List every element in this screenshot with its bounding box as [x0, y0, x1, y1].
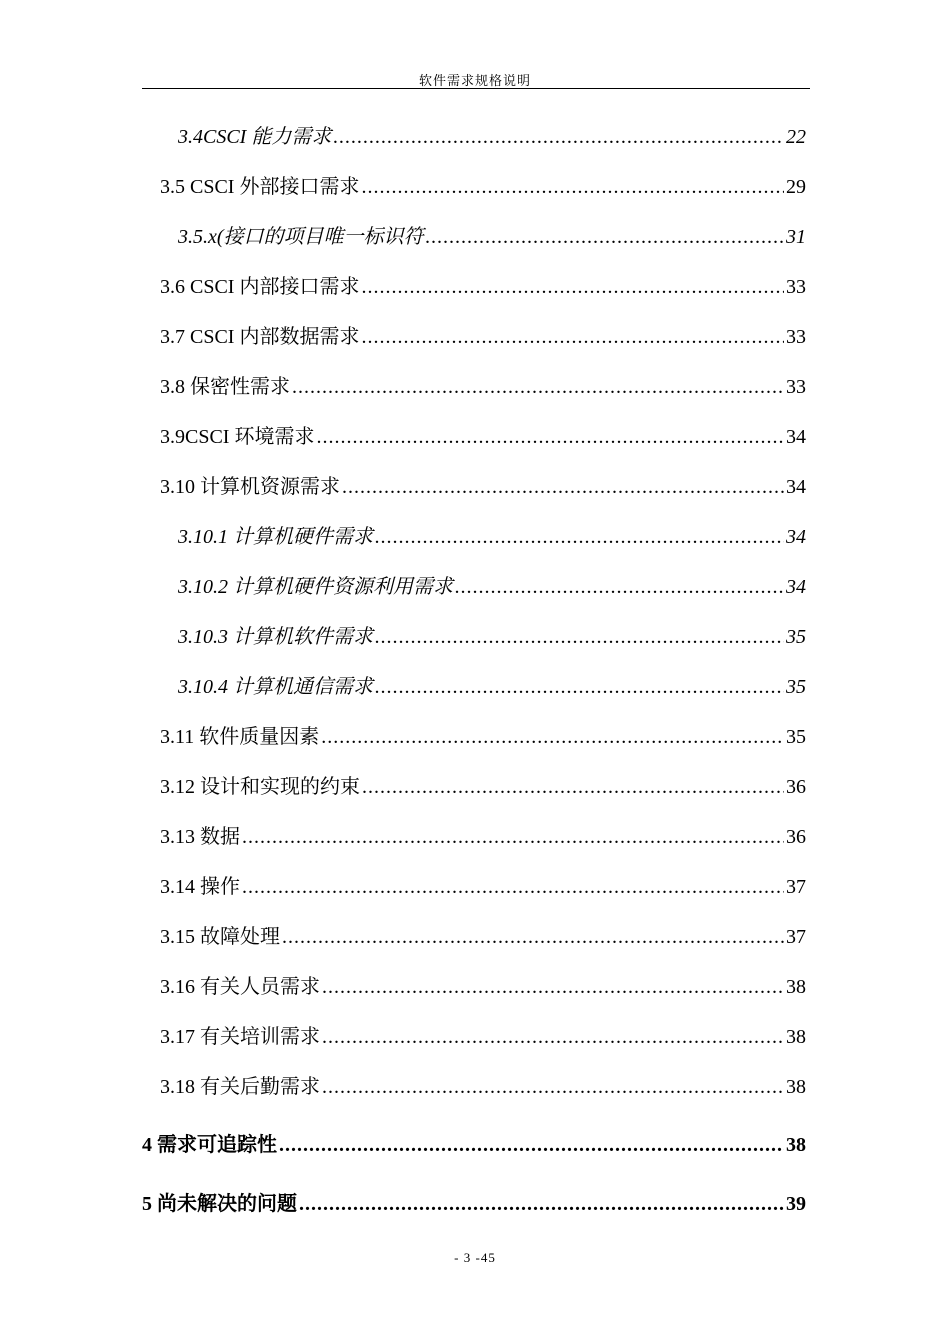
toc-leader: [279, 1134, 784, 1157]
toc-entry[interactable]: [142, 1128, 806, 1158]
toc-leader: [242, 826, 784, 849]
toc-entry-label: 3.14 操作: [160, 876, 240, 898]
toc-entry-label: 3.15 故障处理: [160, 926, 280, 948]
toc-entry-label: 3.10 计算机资源需求: [160, 476, 340, 498]
toc-entry[interactable]: [178, 120, 806, 150]
toc-entry-label: 3.10.4 计算机通信需求: [178, 676, 373, 698]
toc-leader: [362, 776, 784, 799]
toc-entry[interactable]: [160, 720, 806, 750]
toc-entry-page: 29: [786, 176, 806, 198]
toc-entry-label: 3.17 有关培训需求: [160, 1026, 320, 1048]
toc-entry-label: 3.9CSCI 环境需求: [160, 426, 315, 448]
toc-entry-label: 4 需求可追踪性: [142, 1134, 277, 1156]
toc-leader: [375, 526, 784, 549]
page-footer: - 3 -45: [454, 1250, 496, 1265]
toc-entry[interactable]: [160, 370, 806, 400]
toc-entry-page: 38: [786, 1026, 806, 1048]
toc-entry-page: 35: [786, 676, 806, 698]
toc-entry[interactable]: [160, 470, 806, 500]
toc-entry-page: 31: [786, 226, 806, 248]
toc-leader: [361, 276, 784, 299]
toc-entry[interactable]: [178, 670, 806, 700]
toc-entry-label: 3.11 软件质量因素: [160, 726, 320, 748]
toc-entry[interactable]: [178, 220, 806, 250]
toc-entry[interactable]: [160, 920, 806, 950]
toc-entry-page: 22: [786, 126, 806, 148]
toc-entry[interactable]: [160, 420, 806, 450]
toc-entry-page: 34: [786, 526, 806, 548]
toc-entry-page: 35: [786, 626, 806, 648]
toc-entry-page: 34: [786, 476, 806, 498]
toc-entry-page: 38: [786, 1134, 806, 1156]
toc-leader: [316, 426, 784, 449]
toc-entry[interactable]: [178, 570, 806, 600]
toc-leader: [361, 176, 784, 199]
toc-entry[interactable]: [160, 1070, 806, 1100]
toc-leader: [322, 1076, 784, 1099]
toc-entry[interactable]: [160, 1020, 806, 1050]
toc-entry-page: 38: [786, 976, 806, 998]
toc-entry-page: 36: [786, 826, 806, 848]
toc-entry[interactable]: [178, 620, 806, 650]
toc-entry-page: 36: [786, 776, 806, 798]
toc-entry-label: 3.10.3 计算机软件需求: [178, 626, 373, 648]
header-rule: [142, 88, 810, 89]
toc-leader: [426, 226, 784, 249]
toc-entry-label: 3.8 保密性需求: [160, 376, 290, 398]
toc-entry-page: 35: [786, 726, 806, 748]
toc-entry-page: 38: [786, 1076, 806, 1098]
toc-entry-page: 33: [786, 326, 806, 348]
toc-entry[interactable]: [160, 270, 806, 300]
toc-leader: [242, 876, 784, 899]
toc-entry[interactable]: [160, 970, 806, 1000]
toc-entry-page: 37: [786, 876, 806, 898]
toc-leader: [321, 726, 784, 749]
toc-entry[interactable]: [160, 820, 806, 850]
toc-leader: [282, 926, 784, 949]
toc-entry-label: 3.10.2 计算机硬件资源利用需求: [178, 576, 453, 598]
toc-entry-page: 34: [786, 576, 806, 598]
toc-entry-page: 33: [786, 376, 806, 398]
toc-entry-label: 3.13 数据: [160, 826, 240, 848]
toc-entry-label: 3.16 有关人员需求: [160, 976, 320, 998]
toc-entry[interactable]: [142, 1187, 806, 1217]
toc-leader: [375, 676, 784, 699]
toc-leader: [292, 376, 784, 399]
toc-leader: [322, 976, 784, 999]
toc-entry-label: 3.18 有关后勤需求: [160, 1076, 320, 1098]
toc-entry-label: 3.5 CSCI 外部接口需求: [160, 176, 360, 198]
toc-leader: [322, 1026, 784, 1049]
header-title: 软件需求规格说明: [418, 73, 531, 88]
toc-entry-page: 39: [786, 1193, 806, 1215]
toc-leader: [361, 326, 784, 349]
toc-leader: [375, 626, 784, 649]
toc-entry-page: 37: [786, 926, 806, 948]
toc-entry[interactable]: [160, 320, 806, 350]
toc-entry-label: 3.12 设计和实现的约束: [160, 776, 360, 798]
toc-entry[interactable]: [160, 770, 806, 800]
toc-leader: [299, 1193, 784, 1216]
toc-entry[interactable]: [160, 870, 806, 900]
toc-leader: [333, 126, 784, 149]
toc-entry-label: 3.7 CSCI 内部数据需求: [160, 326, 360, 348]
toc-entry-label: 3.6 CSCI 内部接口需求: [160, 276, 360, 298]
toc-leader: [455, 576, 784, 599]
toc-entry[interactable]: [178, 520, 806, 550]
toc-leader: [342, 476, 784, 499]
toc-entry-label: 5 尚未解决的问题: [142, 1193, 297, 1215]
toc-entry-label: 3.10.1 计算机硬件需求: [178, 526, 373, 548]
toc-entry-label: 3.5.x(接口的项目唯一标识符: [178, 226, 424, 248]
toc-entry-page: 34: [786, 426, 806, 448]
toc-entry[interactable]: [160, 170, 806, 200]
toc-entry-page: 33: [786, 276, 806, 298]
toc-entry-label: 3.4CSCI 能力需求: [178, 126, 332, 148]
